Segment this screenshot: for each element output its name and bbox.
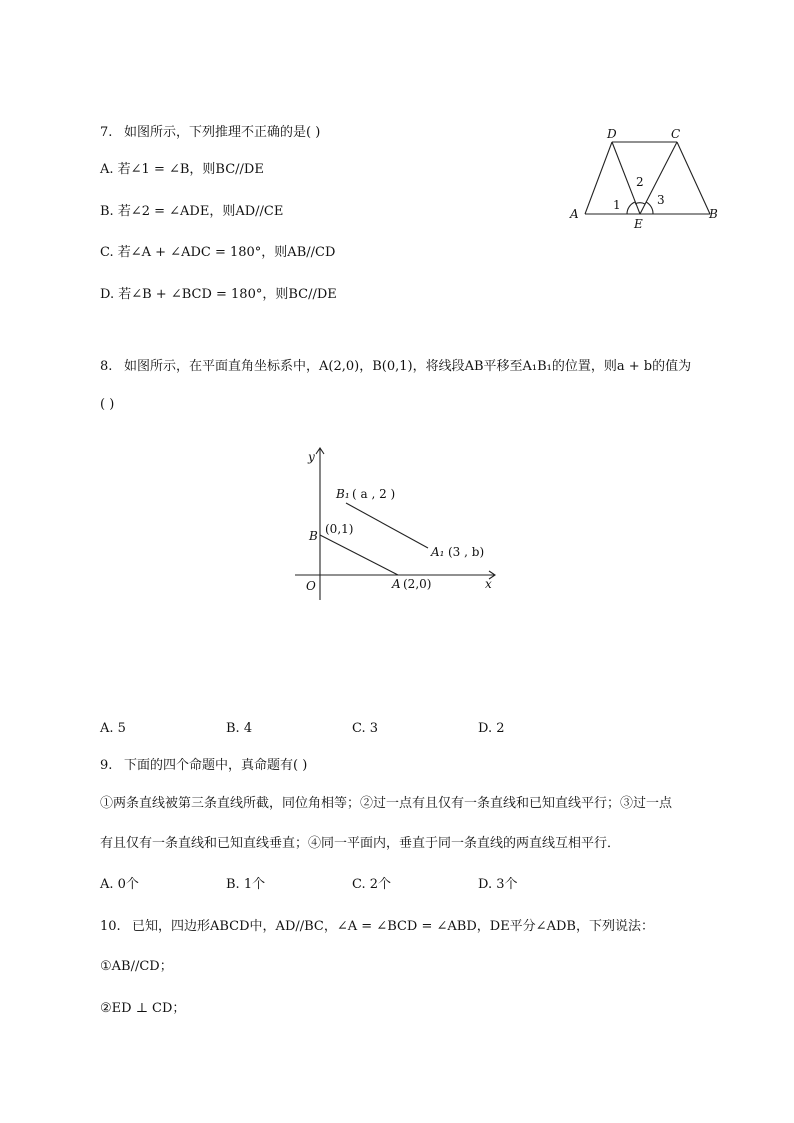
q7-option-c: C. 若∠A + ∠ADC = 180°，则AB//CD [100, 245, 336, 260]
q7-line-bc [677, 142, 710, 214]
label-origin: O [306, 579, 316, 593]
q7-label-e: E [634, 217, 643, 231]
q7-label-a: A [570, 207, 579, 221]
q8-option-a: A. 5 [100, 721, 126, 736]
q7-option-a: A. 若∠1 = ∠B，则BC//DE [100, 162, 264, 177]
q10-item-1: ①AB//CD； [100, 959, 173, 974]
q7-angle-1-arc [627, 202, 635, 214]
label-y: y [308, 450, 315, 464]
q7-stem-text: 如图所示，下列推理不正确的是( ) [124, 125, 321, 140]
q10-stem-text: 已知，四边形ABCD中，AD//BC，∠A = ∠BCD = ∠ABD，DE平分∠ADB，下列说法： [132, 919, 654, 934]
q7-figure [565, 124, 725, 236]
q7-angle-2-arc [635, 203, 645, 204]
q9-option-d: D. 3个 [478, 877, 518, 892]
q7-angle-3-arc [646, 202, 653, 214]
q7-stem [100, 124, 320, 142]
q9-option-c: C. 2个 [352, 877, 392, 892]
q10-stem [100, 918, 654, 936]
q7-line-ad [585, 142, 612, 214]
q9-stem-text: 下面的四个命题中，真命题有( ) [124, 758, 308, 773]
q9-number: 9. [100, 758, 113, 773]
q9-stem [100, 757, 307, 775]
label-b1: B₁ [336, 487, 350, 501]
q8-stem [100, 358, 691, 376]
q8-stem-paren: ( ) [100, 397, 115, 412]
label-b: B [309, 529, 318, 543]
q7-label-angle-3: 3 [657, 193, 665, 207]
q9-body-line2: 有且仅有一条直线和已知直线垂直；④同一平面内，垂直于同一条直线的两直线互相平行． [100, 836, 621, 851]
label-a1: A₁ [431, 545, 445, 559]
segment-ab [320, 535, 398, 575]
q8-option-c: C. 3 [352, 721, 379, 736]
label-a1-coord: (3 , b) [448, 545, 485, 559]
q7-label-d: D [607, 127, 617, 141]
label-a: A [392, 577, 401, 591]
q7-option-d: D. 若∠B + ∠BCD = 180°，则BC//DE [100, 287, 337, 302]
q7-label-c: C [671, 127, 681, 141]
q7-number: 7. [100, 125, 113, 140]
q10-item-2: ②ED ⊥ CD； [100, 1001, 186, 1016]
q9-option-a: A. 0个 [100, 877, 139, 892]
segment-a1b1 [346, 503, 428, 548]
q9-option-b: B. 1个 [226, 877, 266, 892]
q8-options [0, 720, 794, 738]
q9-body-line1: ①两条直线被第三条直线所截，同位角相等；②过一点有且仅有一条直线和已知直线平行；③过一点 [100, 796, 673, 811]
q9-options [0, 876, 794, 894]
q7-label-b: B [709, 207, 718, 221]
q8-stem-text: 如图所示，在平面直角坐标系中，A(2,0)，B(0,1)，将线段AB平移至A₁B₁的位置，则a + b的值为 [124, 359, 692, 374]
q8-coordinate-figure [290, 445, 505, 605]
label-b1-coord: ( a , 2 ) [352, 487, 396, 501]
q8-option-b: B. 4 [226, 721, 253, 736]
q7-label-angle-1: 1 [613, 198, 621, 212]
q8-option-d: D. 2 [478, 721, 505, 736]
label-x: x [485, 577, 492, 591]
q8-number: 8. [100, 359, 113, 374]
label-a-coord: (2,0) [403, 577, 432, 591]
label-b-coord: (0,1) [325, 522, 354, 536]
q7-option-b: B. 若∠2 = ∠ADE，则AD//CE [100, 204, 284, 219]
q10-number: 10. [100, 919, 121, 934]
q7-label-angle-2: 2 [636, 175, 644, 189]
